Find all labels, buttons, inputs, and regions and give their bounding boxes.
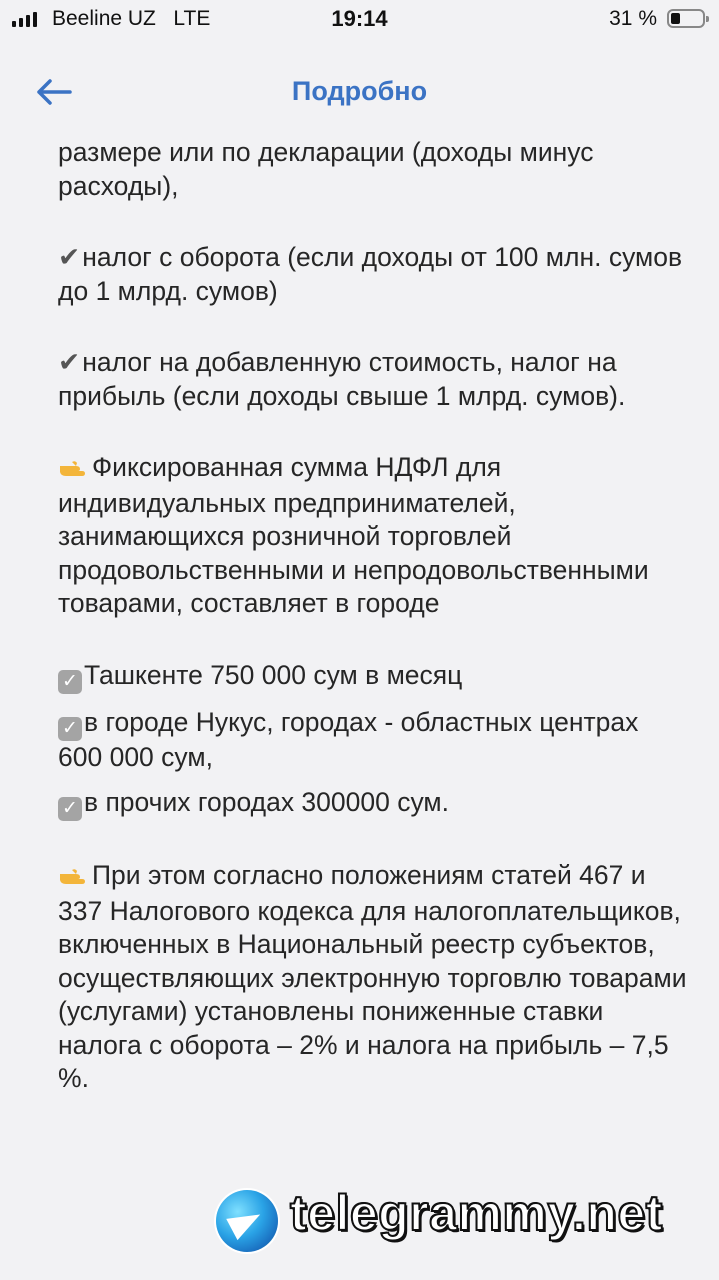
watermark: [216, 1186, 716, 1256]
pointing-hand-icon: [58, 861, 86, 895]
list-item: [58, 706, 688, 775]
article-paragraph: [58, 859, 688, 1096]
network-type: LTE: [173, 7, 211, 30]
battery-percent: 31 %: [609, 7, 657, 30]
list-item: [58, 659, 688, 694]
check-mark-icon: ✔: [58, 242, 81, 272]
checkbox-checked-icon: ✓: [58, 670, 82, 694]
battery-icon: [667, 9, 705, 28]
battery-level-fill: [671, 13, 680, 24]
status-bar: [0, 0, 719, 44]
page-title: Подробно: [291, 76, 428, 106]
article-paragraph: размере или по декларации (доходы минус расходы),: [58, 137, 594, 201]
checkbox-checked-icon: ✓: [58, 717, 82, 741]
article-paragraph: [58, 451, 688, 621]
pointing-hand-icon: [58, 453, 86, 487]
list-item-text: в городе Нукус, городах - областных центрах 600 000 сум,: [58, 706, 639, 772]
list-item: [58, 346, 688, 413]
status-time: 19:14: [331, 6, 388, 31]
list-item-text: Ташкенте 750 000 сум в месяц: [84, 659, 463, 690]
watermark-text: telegrammy.net: [290, 1185, 663, 1241]
list-item-text: в прочих городах 300000 сум.: [84, 787, 450, 817]
article-paragraph-text: При этом согласно положениям статей 467 и 337 Налогового кодекса для налогоплательщиков, включенных в Национальный реестр субъектов, осуществляющих электронную торговлю товарами (услугами) установлены пониженные ставки налога с оборота – 2% и налога на прибыль – 7,5 %.: [58, 860, 687, 1093]
list-item: [58, 241, 688, 308]
article-body: [58, 136, 688, 1096]
check-mark-icon: ✔: [58, 347, 81, 377]
list-item: [58, 786, 688, 821]
list-item-text: налог с оборота (если доходы от 100 млн. сумов до 1 млрд. сумов): [58, 242, 683, 306]
checkbox-checked-icon: ✓: [58, 797, 82, 821]
article-paragraph-text: Фиксированная сумма НДФЛ для индивидуальных предпринимателей, занимающихся розничной торговлей продовольственными и непродовольственными товарами, составляет в городе: [58, 452, 649, 618]
list-item-text: налог на добавленную стоимость, налог на прибыль (если доходы свыше 1 млрд. сумов).: [58, 347, 626, 411]
carrier-name: Beeline UZ: [52, 7, 156, 30]
telegram-globe-icon: [216, 1190, 278, 1252]
